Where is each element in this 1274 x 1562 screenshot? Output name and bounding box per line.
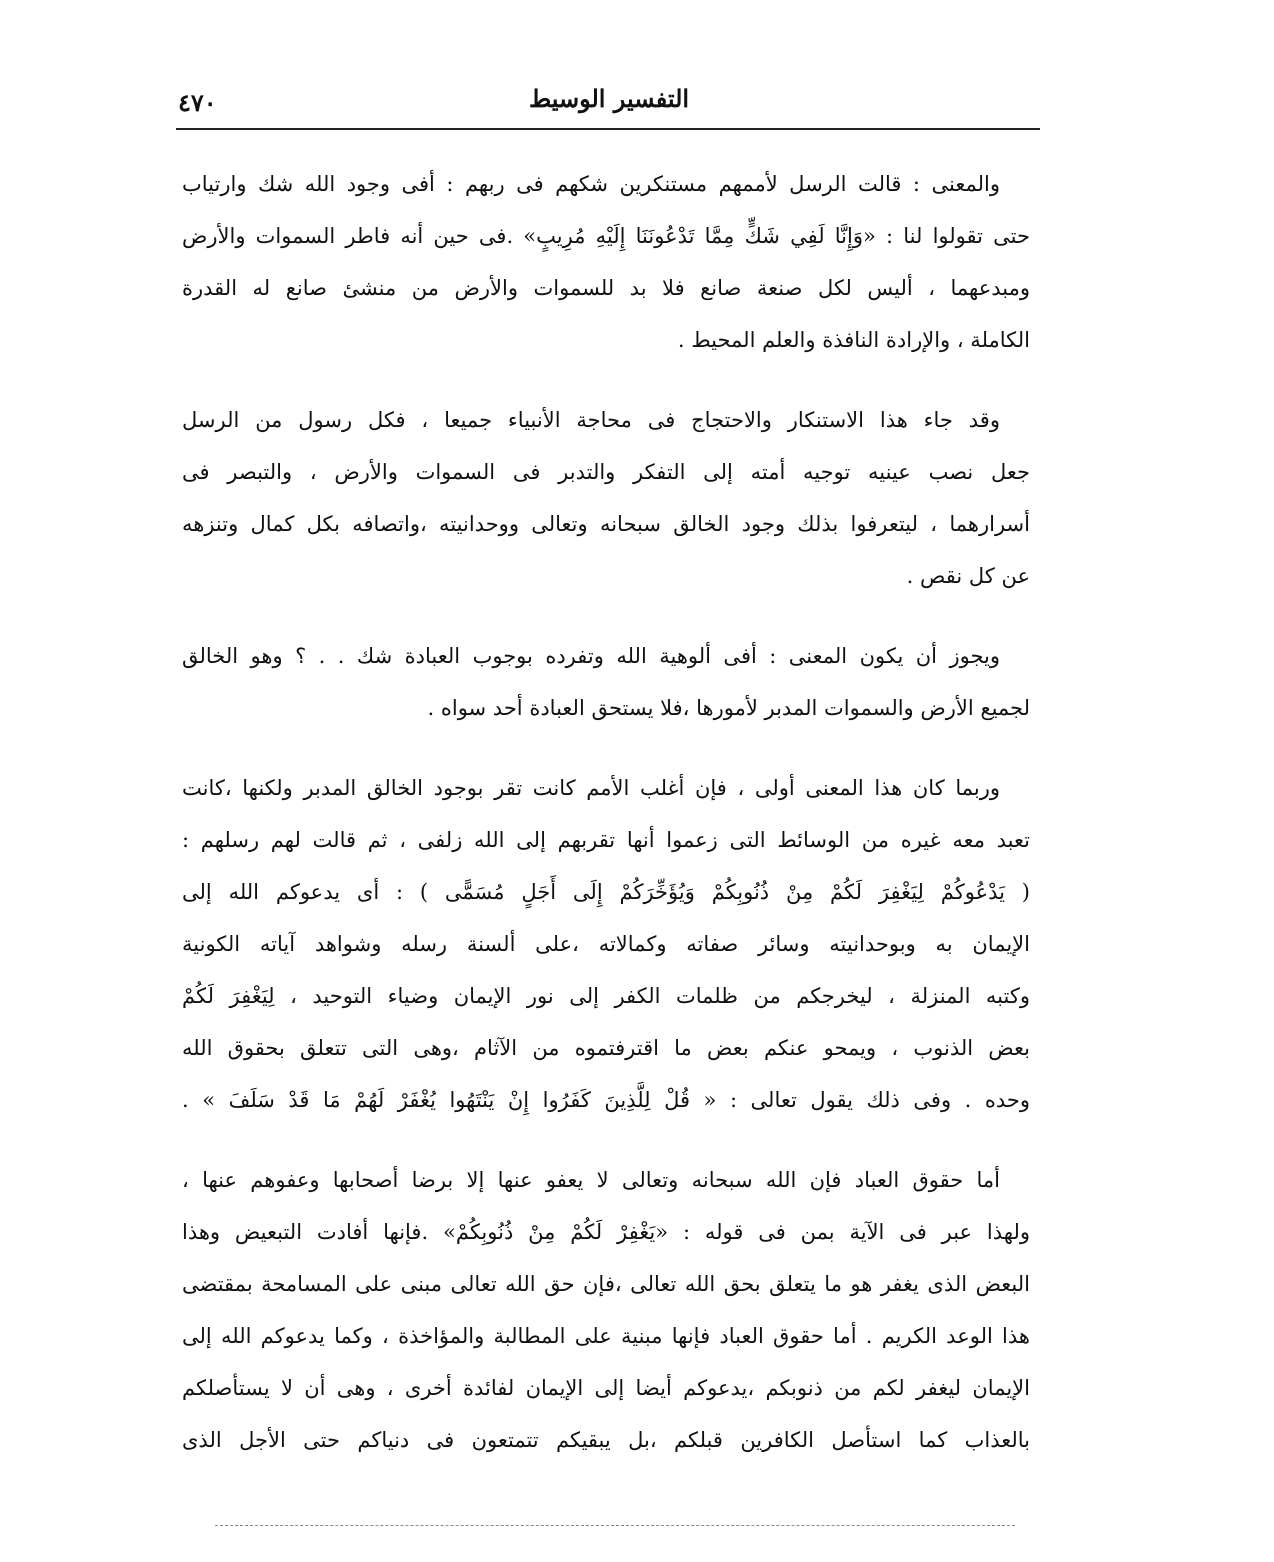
paragraph (182, 762, 1030, 1126)
text-line: وكتبه المنزلة ، ليخرجكم من ظلمات الكفر إلى نور الإيمان وضياء التوحيد ، لِيَغْفِرَ لَكُمْ (182, 984, 1030, 1008)
running-title: التفسير الوسيط (528, 84, 690, 113)
paragraph (182, 630, 1030, 734)
text-line: بعض الذنوب ، ويمحو عنكم بعض ما اقترفتموه من الآثام ،وهى التى تتعلق بحقوق الله (182, 1036, 1030, 1060)
page-number: ٤٧٠ (178, 88, 217, 117)
text-line: وحده . وفى ذلك يقول تعالى : « قُلْ لِلَّذِينَ كَفَرُوا إِنْ يَنْتَهُوا يُغْفَرْ لَهُمْ مَا قَدْ سَلَفَ » . (182, 1088, 1030, 1112)
text-line: الإيمان به وبوحدانيته وسائر صفاته وكمالاته ،على ألسنة رسله وشواهد آياته الكونية (182, 932, 1030, 956)
text-line: الإيمان ليغفر لكم من ذنوبكم ،يدعوكم أيضا إلى الإيمان لفائدة أخرى ، وهى أن لا يستأصلكم (182, 1376, 1030, 1400)
body-text (182, 158, 1030, 1494)
text-line: ولهذا عبر فى الآية بمن فى قوله : «يَغْفِرْ لَكُمْ مِنْ ذُنُوبِكُمْ» .فإنها أفادت التبعيض وهذا (182, 1220, 1030, 1244)
text-line: تعبد معه غيره من الوسائط التى زعموا أنها تقربهم إلى الله زلفى ، ثم قالت لهم رسلهم : (182, 828, 1030, 852)
text-line: وربما كان هذا المعنى أولى ، فإن أغلب الأمم كانت تقر بوجود الخالق المدبر ولكنها ،كانت (182, 776, 1000, 800)
paragraph (182, 394, 1030, 602)
page-header (178, 84, 1040, 124)
text-line: بالعذاب كما استأصل الكافرين قبلكم ،بل يبقيكم تتمتعون فى دنياكم حتى الأجل الذى (182, 1428, 1030, 1452)
text-line: لجميع الأرض والسموات المدبر لأمورها ،فلا يستحق العبادة أحد سواه . (427, 696, 1030, 720)
text-line: وقد جاء هذا الاستنكار والاحتجاج فى محاجة الأنبياء جميعا ، فكل رسول من الرسل (182, 408, 1000, 432)
bottom-rule (215, 1525, 1015, 1526)
text-line: البعض الذى يغفر هو ما يتعلق بحق الله تعالى ،فإن حق الله تعالى مبنى على المسامحة بمقتضى (182, 1272, 1030, 1296)
text-line: أما حقوق العباد فإن الله سبحانه وتعالى لا يعفو عنها إلا برضا أصحابها وعفوهم عنها ، (182, 1168, 1000, 1192)
text-line: هذا الوعد الكريم . أما حقوق العباد فإنها مبنية على المطالبة والمؤاخذة ، وكما يدعوكم الله إلى (182, 1324, 1030, 1348)
text-line: عن كل نقص . (906, 564, 1030, 588)
paragraph (182, 158, 1030, 366)
header-rule (176, 128, 1040, 130)
text-line: ومبدعهما ، أليس لكل صنعة صانع فلا بد للسموات والأرض من منشئ صانع له القدرة (182, 276, 1030, 300)
text-line: والمعنى : قالت الرسل لأممهم مستنكرين شكهم فى ربهم : أفى وجود الله شك وارتياب (182, 172, 1000, 196)
text-line: أسرارهما ، ليتعرفوا بذلك وجود الخالق سبحانه وتعالى ووحدانيته ،واتصافه بكل كمال وتنزهه (182, 512, 1030, 536)
text-line: ( يَدْعُوكُمْ لِيَغْفِرَ لَكُمْ مِنْ ذُنُوبِكُمْ وَيُؤَخِّرَكُمْ إِلَى أَجَلٍ مُسَمًّى ) : أى يدعوكم الله إلى (182, 880, 1030, 904)
text-line: جعل نصب عينيه توجيه أمته إلى التفكر والتدبر فى السموات والأرض ، والتبصر فى (182, 460, 1030, 484)
text-line: ويجوز أن يكون المعنى : أفى ألوهية الله وتفرده بوجوب العبادة شك . . ؟ وهو الخالق (182, 644, 1000, 668)
text-line: حتى تقولوا لنا : «وَإِنَّا لَفِي شَكٍّ مِمَّا تَدْعُونَنَا إِلَيْهِ مُرِيبٍ» .فى حين أنه فاطر السموات والأرض (182, 224, 1030, 248)
text-line: الكاملة ، والإرادة النافذة والعلم المحيط . (677, 328, 1030, 352)
paragraph (182, 1154, 1030, 1466)
